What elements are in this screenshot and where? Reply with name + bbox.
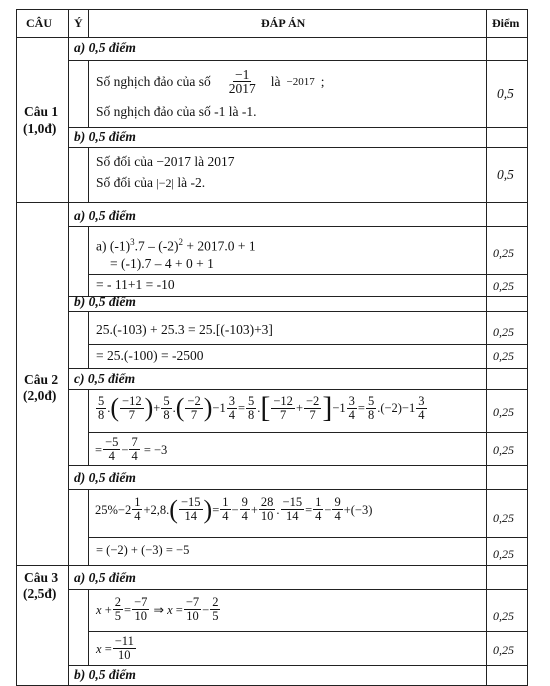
cau1-a-score: 0,5 [497, 86, 514, 101]
denominator: 10 [260, 509, 274, 523]
denominator: 4 [348, 407, 355, 422]
fraction [416, 395, 426, 422]
cau3-a-line1: x + $\frac{2}{5}$ = $\frac{-7}{10}$ ⇒ x = $\frac{-7}{10}$ − $\frac{2}{5}$ [96, 595, 219, 623]
denominator: 7 [190, 407, 198, 422]
cau1-points: (1,0đ) [23, 121, 57, 136]
text: Số nghịch đảo của số [96, 73, 211, 89]
value: −2017 [286, 75, 315, 88]
numerator: 5 [98, 393, 105, 408]
paren: ( [175, 393, 185, 422]
numerator: 5 [163, 393, 170, 408]
cau2-d-line2: = (−2) + (−3) = −5 [96, 543, 190, 557]
cau1-a-line2: Số nghịch đảo của số -1 là -1. [96, 104, 257, 119]
text: + 2017.0 + 1 [182, 238, 256, 254]
numerator: 1 [134, 495, 141, 509]
var-x: x [167, 602, 173, 617]
integer: 1 [219, 401, 226, 415]
cau2-a-line3: = - 11+1 = -10 [96, 277, 175, 292]
fraction [332, 496, 342, 523]
denominator: 10 [186, 609, 199, 623]
denominator: 4 [134, 509, 141, 523]
cau3-points: (2,5đ) [23, 586, 57, 601]
denominator: 5 [114, 609, 121, 623]
cau2-a-label: a) 0,5 điểm [74, 208, 136, 223]
denominator: 4 [241, 509, 248, 523]
header-dap-an: ĐÁP ÁN [261, 16, 306, 30]
text: a) (-1) [96, 238, 131, 254]
denominator: 8 [248, 407, 255, 422]
cau1-b-line2 [96, 175, 205, 191]
numerator: −1 [235, 67, 250, 82]
numerator: −11 [114, 634, 134, 648]
cau2-b-score2: 0,25 [493, 349, 514, 363]
fraction [113, 596, 123, 623]
exponent: 3 [130, 237, 135, 247]
fraction [227, 68, 258, 95]
cau2-a-score2: 0,25 [493, 279, 514, 293]
cau1-a-label: a) 0,5 điểm [74, 40, 136, 55]
cau3-title: Câu 3 [24, 570, 59, 585]
cau3-a-score1: 0,25 [493, 609, 514, 623]
numerator: 2 [212, 595, 219, 609]
paren: ( [110, 393, 120, 422]
abs-value: |−2| [156, 176, 174, 190]
header-cau: CÂU [26, 16, 52, 30]
header-diem: Điểm [492, 16, 520, 30]
fraction [179, 496, 203, 523]
cau2-d-score2: 0,25 [493, 547, 514, 561]
numerator: −15 [282, 495, 303, 509]
fraction [103, 436, 120, 463]
numerator: −2 [306, 393, 320, 408]
denominator: 8 [367, 407, 375, 422]
fraction [132, 596, 149, 623]
numerator: −12 [273, 393, 293, 408]
fraction [347, 395, 357, 422]
numerator: 1 [315, 495, 322, 509]
numerator: 7 [131, 435, 138, 449]
numerator: 28 [260, 495, 274, 509]
var-x: x [96, 641, 102, 656]
fraction [281, 496, 305, 523]
text: là -2. [177, 175, 206, 190]
text: .7 – (-2) [134, 238, 179, 254]
integer: 1 [409, 401, 416, 415]
numerator: −2 [187, 393, 201, 408]
numerator: −12 [122, 393, 142, 408]
cau2-b-score1: 0,25 [493, 325, 514, 339]
denominator: 14 [286, 509, 299, 523]
numerator: 3 [348, 393, 355, 408]
fraction [120, 395, 144, 422]
fraction [240, 496, 250, 523]
cau2-b-label: b) 0,5 điểm [74, 294, 136, 309]
cau2-d-score1: 0,25 [493, 511, 514, 525]
cau1-b-label: b) 0,5 điểm [74, 129, 136, 144]
numerator: −7 [185, 595, 200, 609]
fraction [227, 395, 237, 422]
fraction [184, 596, 201, 623]
denominator: 4 [418, 407, 425, 422]
denominator: 5 [212, 609, 219, 623]
cau2-b-line2: = 25.(-100) = -2500 [96, 348, 204, 363]
denominator: 4 [228, 407, 235, 422]
exponent: 2 [178, 237, 183, 247]
numerator: 5 [367, 393, 375, 408]
fraction [185, 395, 202, 422]
denominator: 8 [98, 407, 105, 422]
cau1-b-line1: Số đối của −2017 là 2017 [96, 154, 235, 169]
denominator: 4 [334, 509, 341, 523]
cau3-b-label: b) 0,5 điểm [74, 667, 136, 682]
percent: 25% [95, 502, 118, 517]
fraction [129, 436, 139, 463]
fraction [259, 496, 276, 523]
text: ; [320, 73, 325, 89]
denominator: 10 [134, 609, 147, 623]
cau2-points: (2,0đ) [23, 388, 57, 403]
numerator: −7 [134, 595, 148, 609]
var-x: x [96, 602, 102, 617]
fraction [161, 395, 171, 422]
denominator: 14 [184, 509, 197, 523]
numerator: 5 [248, 393, 255, 408]
bracket: ] [322, 391, 333, 424]
cau2-b-line1: 25.(-103) + 25.3 = 25.[(-103)+3] [96, 322, 273, 337]
header-y: Ý [74, 16, 83, 30]
fraction [210, 596, 220, 623]
paren: ) [203, 393, 213, 422]
fraction [271, 395, 295, 422]
numerator: 2 [114, 595, 121, 609]
denominator: 7 [280, 407, 287, 422]
bracket: [ [260, 391, 271, 424]
cau2-c-label: c) 0,5 điểm [74, 371, 136, 386]
fraction [313, 496, 323, 523]
denominator: 7 [128, 407, 135, 422]
cau2-a-score1: 0,25 [493, 246, 514, 260]
denominator: 7 [309, 407, 316, 422]
cau2-c-line2: = $\frac{-5}{4}$ − $\frac{7}{4}$ = −3 [95, 435, 168, 463]
cau2-c-score1: 0,25 [493, 405, 514, 419]
cau1-b-score: 0,5 [497, 167, 514, 182]
cau2-a-line1 [96, 234, 256, 255]
numerator: −15 [180, 495, 201, 509]
text: Số đối của [96, 175, 153, 190]
cau2-d-label: d) 0,5 điểm [74, 470, 136, 485]
fraction [246, 395, 256, 422]
numerator: 9 [241, 495, 248, 509]
denominator: 4 [131, 449, 138, 463]
cau3-a-label: a) 0,5 điểm [74, 570, 136, 585]
cau2-a-line2: = (-1).7 – 4 + 0 + 1 [110, 256, 214, 271]
cau2-title: Câu 2 [24, 372, 59, 387]
denominator: 10 [118, 648, 131, 662]
cau1-a-line1 [96, 68, 324, 95]
numerator: 9 [334, 495, 341, 509]
cau1-title: Câu 1 [24, 104, 59, 119]
denominator: 8 [163, 407, 170, 422]
text: là [270, 73, 281, 89]
fraction [132, 496, 142, 523]
numerator: 3 [228, 393, 235, 408]
numerator: 1 [222, 495, 229, 509]
denominator: 2017 [228, 81, 256, 96]
fraction [113, 635, 136, 662]
numerator: −5 [105, 435, 119, 449]
cau3-a-line2: x = $\frac{-11}{10}$ [96, 634, 134, 662]
cau3-a-score2: 0,25 [493, 643, 514, 657]
fraction [366, 395, 376, 422]
fraction [304, 395, 321, 422]
cau2-c-line1: $\frac{5}{8}$ . ( $\frac{-12}{7}$ ) + $\frac{5}{8}$ . ( $\frac{-2}{7}$ ) − 1 $\frac{3}{4}$ = $\frac{5}{8}$ . [ $\frac{-12}{7}$ + $\frac{-2}{7}$ ] − 1 $\frac{3}{4}$ = $\frac{5}{8}$ .(−2)− 1 $\frac{3}{4}$ [98, 391, 425, 424]
fraction [220, 496, 230, 523]
paren: ) [203, 494, 213, 524]
integer: 1 [339, 401, 346, 415]
denominator: 4 [315, 509, 322, 523]
cau2-d-line1: 25% −2 $\frac{1}{4}$ +2,8. ( $\frac{-15}{14}$ ) = $\frac{1}{4}$ − $\frac{9}{4}$ + $\frac{28}{10}$ . $\frac{-15}{14}$ = $\frac{1}{4}$ − $\frac{9}{4}$ +(−3) [95, 494, 373, 524]
fraction [96, 395, 106, 422]
denominator: 4 [108, 449, 115, 463]
numerator: 3 [418, 393, 425, 408]
paren: ( [169, 494, 178, 524]
denominator: 4 [222, 509, 229, 523]
paren: ) [144, 393, 154, 422]
cau2-c-score2: 0,25 [493, 443, 514, 457]
